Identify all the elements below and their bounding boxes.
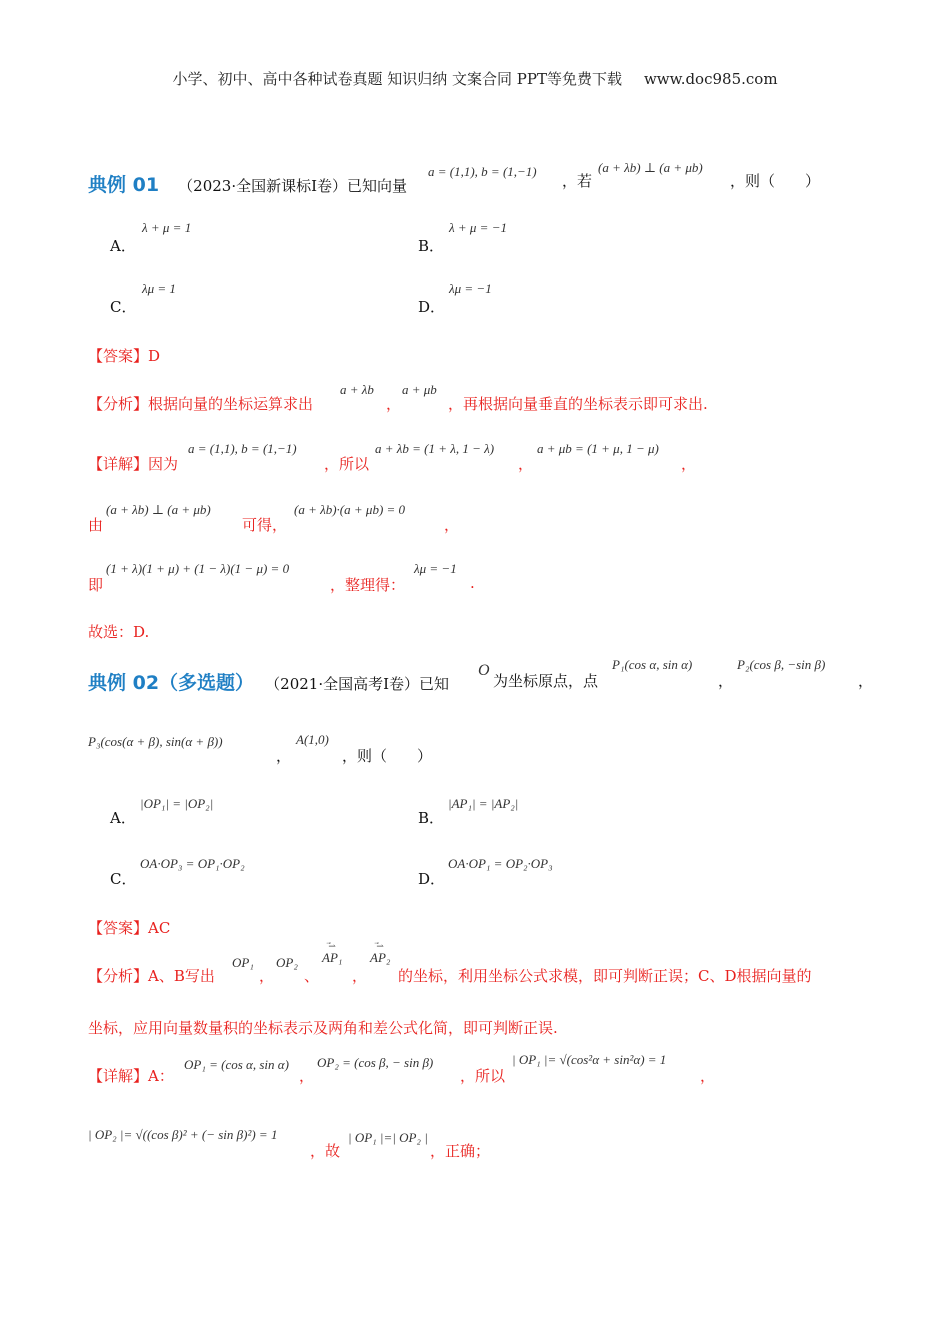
ex2-detail-1-math-3: | OP₁ |= √(cos²α + sin²α) = 1 — [512, 1052, 667, 1067]
ex1-detail-2-math-2: (a + λb)·(a + μb) = 0 — [294, 502, 406, 517]
ex2-analysis-sep-3: ， — [352, 967, 368, 985]
ex1-analysis-start — [88, 393, 313, 414]
example-02-origin: O — [478, 662, 490, 679]
ex1-option-a-label: A． — [110, 237, 136, 255]
example-02-sep-2: ， — [276, 747, 292, 765]
ex2-analysis-text-1: A、B写出 — [148, 967, 215, 985]
ex2-option-a-expr: |OP₁| = |OP₂| — [140, 796, 214, 811]
ex2-detail-1-end: ， — [700, 1067, 716, 1085]
ex2-option-b-expr: |AP₁| = |AP₂| — [448, 796, 519, 811]
example-02-p1: P₁(cos α, sin α) — [612, 657, 693, 672]
ex2-analysis-vec-ap2-text: AP₂ — [370, 950, 391, 965]
ex1-detail-2-math-1: (a + λb) ⊥ (a + μb) — [106, 502, 211, 517]
ex1-option-b-expr: λ + μ = −1 — [449, 220, 507, 235]
ex1-analysis-text-1: 根据向量的坐标运算求出 — [148, 395, 314, 413]
example-02-title: 典例 02（多选题） — [88, 672, 255, 694]
ex2-analysis-sep-1: ， — [259, 967, 275, 985]
ex1-option-b-label: B． — [418, 237, 445, 255]
ex2-analysis-start — [88, 965, 215, 986]
example-01-condition: (a + λb) ⊥ (a + μb) — [598, 160, 703, 175]
example-02-p3: P₃(cos(α + β), sin(α + β)) — [88, 734, 223, 749]
ex1-detail-2-mid: 可得， — [242, 516, 288, 534]
ex2-option-d-label: D． — [418, 870, 446, 888]
ex1-option-d-label: D． — [418, 298, 446, 316]
example-02-mid: 为坐标原点，点 — [493, 672, 599, 690]
ex2-analysis-vec-op1: OP₁ — [232, 955, 254, 970]
ex2-analysis-text-3: 坐标，应用向量数量积的坐标表示及两角和差公式化简，即可判断正误. — [88, 1019, 558, 1037]
ex1-detail-1-math-2: a + λb = (1 + λ, 1 − λ) — [375, 441, 495, 456]
ex1-analysis-sep: ， — [386, 395, 402, 413]
ex2-analysis-vec-ap1 — [322, 942, 342, 966]
example-02-end: ， — [858, 672, 874, 690]
example-01-source: （2023·全国新课标Ⅰ卷）已知向量 — [178, 177, 408, 195]
ex1-answer-value: D — [148, 347, 161, 365]
ex2-option-c-expr: OA·OP₃ = OP₁·OP₂ — [140, 856, 245, 871]
ex2-analysis-tag: 【分析】 — [88, 967, 149, 985]
example-02-point-a: A(1,0) — [296, 732, 329, 747]
ex1-analysis-math-1: a + λb — [340, 382, 374, 397]
ex1-answer-tag: 【答案】 — [88, 347, 149, 365]
ex2-detail-1-math-2: OP₂ = (cos β, − sin β) — [317, 1055, 434, 1070]
ex2-analysis-vec-op2: OP₂ — [276, 955, 298, 970]
ex2-analysis-vec-ap2 — [370, 942, 390, 966]
ex1-conclusion: 故选：D. — [88, 623, 150, 641]
ex1-detail-3-pre: 即 — [88, 576, 104, 594]
header-site: www.doc985.com — [643, 70, 778, 88]
ex2-analysis-sep-2: 、 — [304, 967, 320, 985]
ex1-analysis-math-2: a + μb — [402, 382, 437, 397]
ex1-detail-3-math-1: (1 + λ)(1 + μ) + (1 − λ)(1 − μ) = 0 — [106, 561, 290, 576]
ex2-option-b-label: B． — [418, 809, 445, 827]
ex1-detail-3-math-2: λμ = −1 — [414, 561, 457, 576]
ex2-analysis-text-2: 的坐标，利用坐标公式求模，即可判断正误；C、D根据向量的 — [398, 967, 812, 985]
ex1-option-d-expr: λμ = −1 — [449, 281, 492, 296]
example-02-source: （2021·全国高考Ⅰ卷）已知 — [265, 675, 450, 693]
ex2-detail-tag: 【详解】 — [88, 1067, 149, 1085]
example-01-title-line — [88, 170, 407, 197]
example-02-title-line — [88, 668, 449, 695]
example-02-sep: ， — [718, 672, 734, 690]
ex1-detail-1-pre: 因为 — [148, 455, 179, 473]
ex1-detail-3-mid: ，整理得： — [330, 576, 406, 594]
ex2-option-a-label: A． — [110, 809, 136, 827]
example-02-tail: ，则（ ） — [342, 747, 433, 765]
ex1-detail-1-start — [88, 453, 178, 474]
ex1-detail-1-math-3: a + μb = (1 + μ, 1 − μ) — [537, 441, 659, 456]
ex2-detail-2-math-1: | OP₂ |= √((cos β)² + (− sin β)²) = 1 — [88, 1127, 278, 1142]
ex1-detail-1-mid: ，所以 — [324, 455, 370, 473]
vector-arrow-icon: ⃗⇀ — [329, 941, 335, 951]
ex2-answer — [88, 917, 170, 938]
ex1-analysis-tag: 【分析】 — [88, 395, 149, 413]
ex2-detail-1-mid: ，所以 — [460, 1067, 506, 1085]
page-header — [0, 68, 950, 89]
ex2-detail-1-pre: A： — [148, 1067, 174, 1085]
ex2-answer-value: AC — [148, 919, 171, 937]
ex2-detail-2-math-2: | OP₁ |=| OP₂ | — [348, 1130, 428, 1145]
ex2-analysis-vec-ap1-text: AP₁ — [322, 950, 343, 965]
ex1-answer — [88, 345, 160, 366]
ex2-detail-2-mid: ，故 — [310, 1142, 341, 1160]
ex1-detail-1-sep: ， — [518, 455, 534, 473]
ex2-detail-1-math-1: OP₁ = (cos α, sin α) — [184, 1057, 289, 1072]
example-02-p2: P₂(cos β, −sin β) — [737, 657, 826, 672]
ex1-detail-2-end: ， — [444, 516, 460, 534]
ex1-option-a-expr: λ + μ = 1 — [142, 220, 192, 235]
ex2-detail-2-end: ，正确； — [430, 1142, 491, 1160]
ex1-detail-tag: 【详解】 — [88, 455, 149, 473]
ex1-detail-2-pre: 由 — [88, 516, 104, 534]
example-01-title: 典例 01 — [88, 174, 160, 196]
ex1-analysis-text-2: ，再根据向量垂直的坐标表示即可求出. — [448, 395, 708, 413]
ex2-detail-1-sep: ， — [299, 1067, 315, 1085]
ex1-detail-3-end: . — [470, 574, 475, 592]
ex2-answer-tag: 【答案】 — [88, 919, 149, 937]
ex2-detail-1-start — [88, 1065, 174, 1086]
example-01-given: a = (1,1), b = (1,−1) — [428, 164, 537, 179]
header-text: 小学、初中、高中各种试卷真题 知识归纳 文案合同 PPT等免费下载 — [172, 70, 622, 88]
ex1-option-c-label: C． — [110, 298, 137, 316]
ex2-option-c-label: C． — [110, 870, 137, 888]
vector-arrow-icon: ⃗⇀ — [377, 941, 383, 951]
ex1-detail-1-end: ， — [681, 455, 697, 473]
example-01-cond-post: ，则（ ） — [730, 172, 821, 190]
ex1-option-c-expr: λμ = 1 — [142, 281, 176, 296]
ex2-option-d-expr: OA·OP₁ = OP₂·OP₃ — [448, 856, 553, 871]
example-01-cond-pre: ，若 — [562, 172, 593, 190]
ex1-detail-1-math-1: a = (1,1), b = (1,−1) — [188, 441, 297, 456]
